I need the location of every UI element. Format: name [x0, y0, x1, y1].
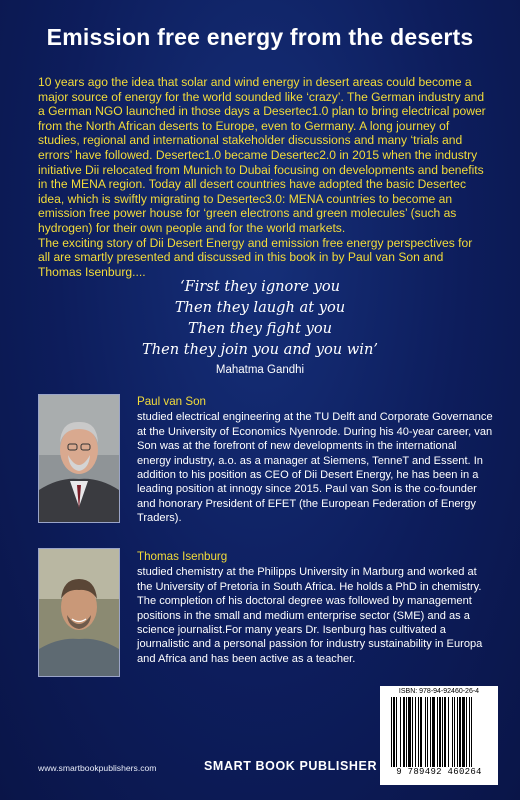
barcode-bar — [396, 697, 397, 767]
barcode-bar — [437, 697, 438, 767]
quote-line: ‘First they ignore you — [179, 278, 341, 295]
intro-text — [38, 75, 487, 279]
barcode-bars-icon — [387, 697, 491, 767]
barcode-bar — [427, 697, 428, 767]
intro-closing: The exciting story of Dii Desert Energy and emission free energy perspectives for all are smartly presented and discussed in this book in by Paul van Son and Thomas Isenburg.... — [38, 235, 473, 279]
author-bio-text: studied chemistry at the Philipps University in Marburg and worked at the University of Pretoria in South Africa. He holds a PhD in chemistry. The completion of his doctoral degree was followed by management positions in the small and medium enterprise sector (SME) and as a science journalist.For many years Dr. Isenburg has cultivated a journalistic and a personal passion for industry sustainability in Europa and Africa and has been active as a teacher. — [137, 566, 483, 665]
barcode-bar — [430, 697, 431, 767]
barcode-bar — [408, 697, 411, 767]
barcode-bar — [439, 697, 441, 767]
intro-paragraph: 10 years ago the idea that solar and wind energy in desert areas could become a major source of energy for the world sounded like ‘crazy’. The German industry and a German NGO launched in those days a Desertec1.0 plan to bring electrical power from the North African deserts to Europe, even to Germany. A long journey of studies, regional and international stakeholder discussions and many ‘trials and errors’ have followed. Desertec1.0 became Desertec2.0 in 2015 when the industry initiative Dii relocated from Munich to Dubai focusing on developments and benefits in the MENA region. Today all desert countries have adopted the basic Desertec idea, which is swiftly migrating to Desertec3.0: MENA countries to become an emission free power house for ‘green electrons and green molecules’ (such as hydrogen) for their own people and for the world markets. — [38, 75, 486, 235]
gandhi-quote — [0, 276, 520, 360]
barcode-bar — [415, 697, 416, 767]
author-bio-thomas-isenburg — [137, 550, 493, 666]
barcode-bar — [406, 697, 407, 767]
quote-author: Mahatma Gandhi — [215, 364, 305, 376]
barcode-bar — [457, 697, 458, 767]
barcode-bar — [418, 697, 419, 767]
barcode-digits: 9 789492 460264 — [396, 767, 482, 777]
author-name: Thomas Isenburg — [137, 550, 228, 563]
isbn-barcode — [380, 686, 498, 785]
barcode-bar — [452, 697, 453, 767]
barcode-bar — [454, 697, 455, 767]
barcode-bar — [393, 697, 395, 767]
author-bio-text: studied electrical engineering at the TU Delft and Corporate Governance at the University of Economics Nyenrode. During his 40-year career, van Son was at the forefront of new developments in the international energy industry, a.o. as a manager at Siemens, TenneT and Essent. In addition to his position as CEO of Dii Desert Energy, he has been in a leading position at innogy since 2015. Paul van Son is the co-founder and honorary President of EFET (the European Federation of Energy Traders). — [137, 411, 493, 525]
author-bio-paul-van-son — [137, 395, 493, 526]
quote-line: Then they join you and you win’ — [141, 341, 379, 358]
publisher-logo: SMART BOOK PUBLISHER — [204, 759, 378, 773]
isbn-label: ISBN: 978-94-92460-26-4 — [398, 688, 480, 695]
quote-line: Then they fight you — [188, 320, 332, 337]
barcode-bar — [459, 697, 461, 767]
barcode-bar — [420, 697, 422, 767]
barcode-bar — [462, 697, 465, 767]
barcode-bar — [400, 697, 401, 767]
quote-line: Then they laugh at you — [174, 299, 346, 316]
barcode-bar — [391, 697, 392, 767]
barcode-bar — [448, 697, 449, 767]
barcode-bar — [444, 697, 446, 767]
publisher-website: www.smartbookpublishers.com — [38, 763, 157, 773]
author-photo-paul-van-son — [38, 394, 120, 523]
book-title: Emission free energy from the deserts — [46, 24, 474, 50]
barcode-bar — [442, 697, 443, 767]
author-name: Paul van Son — [137, 395, 206, 408]
barcode-bar — [425, 697, 426, 767]
barcode-bar — [469, 697, 470, 767]
barcode-bar — [403, 697, 405, 767]
barcode-bar — [412, 697, 413, 767]
author-photo-thomas-isenburg — [38, 548, 120, 677]
barcode-bar — [471, 697, 472, 767]
barcode-bar — [432, 697, 435, 767]
barcode-bar — [466, 697, 467, 767]
